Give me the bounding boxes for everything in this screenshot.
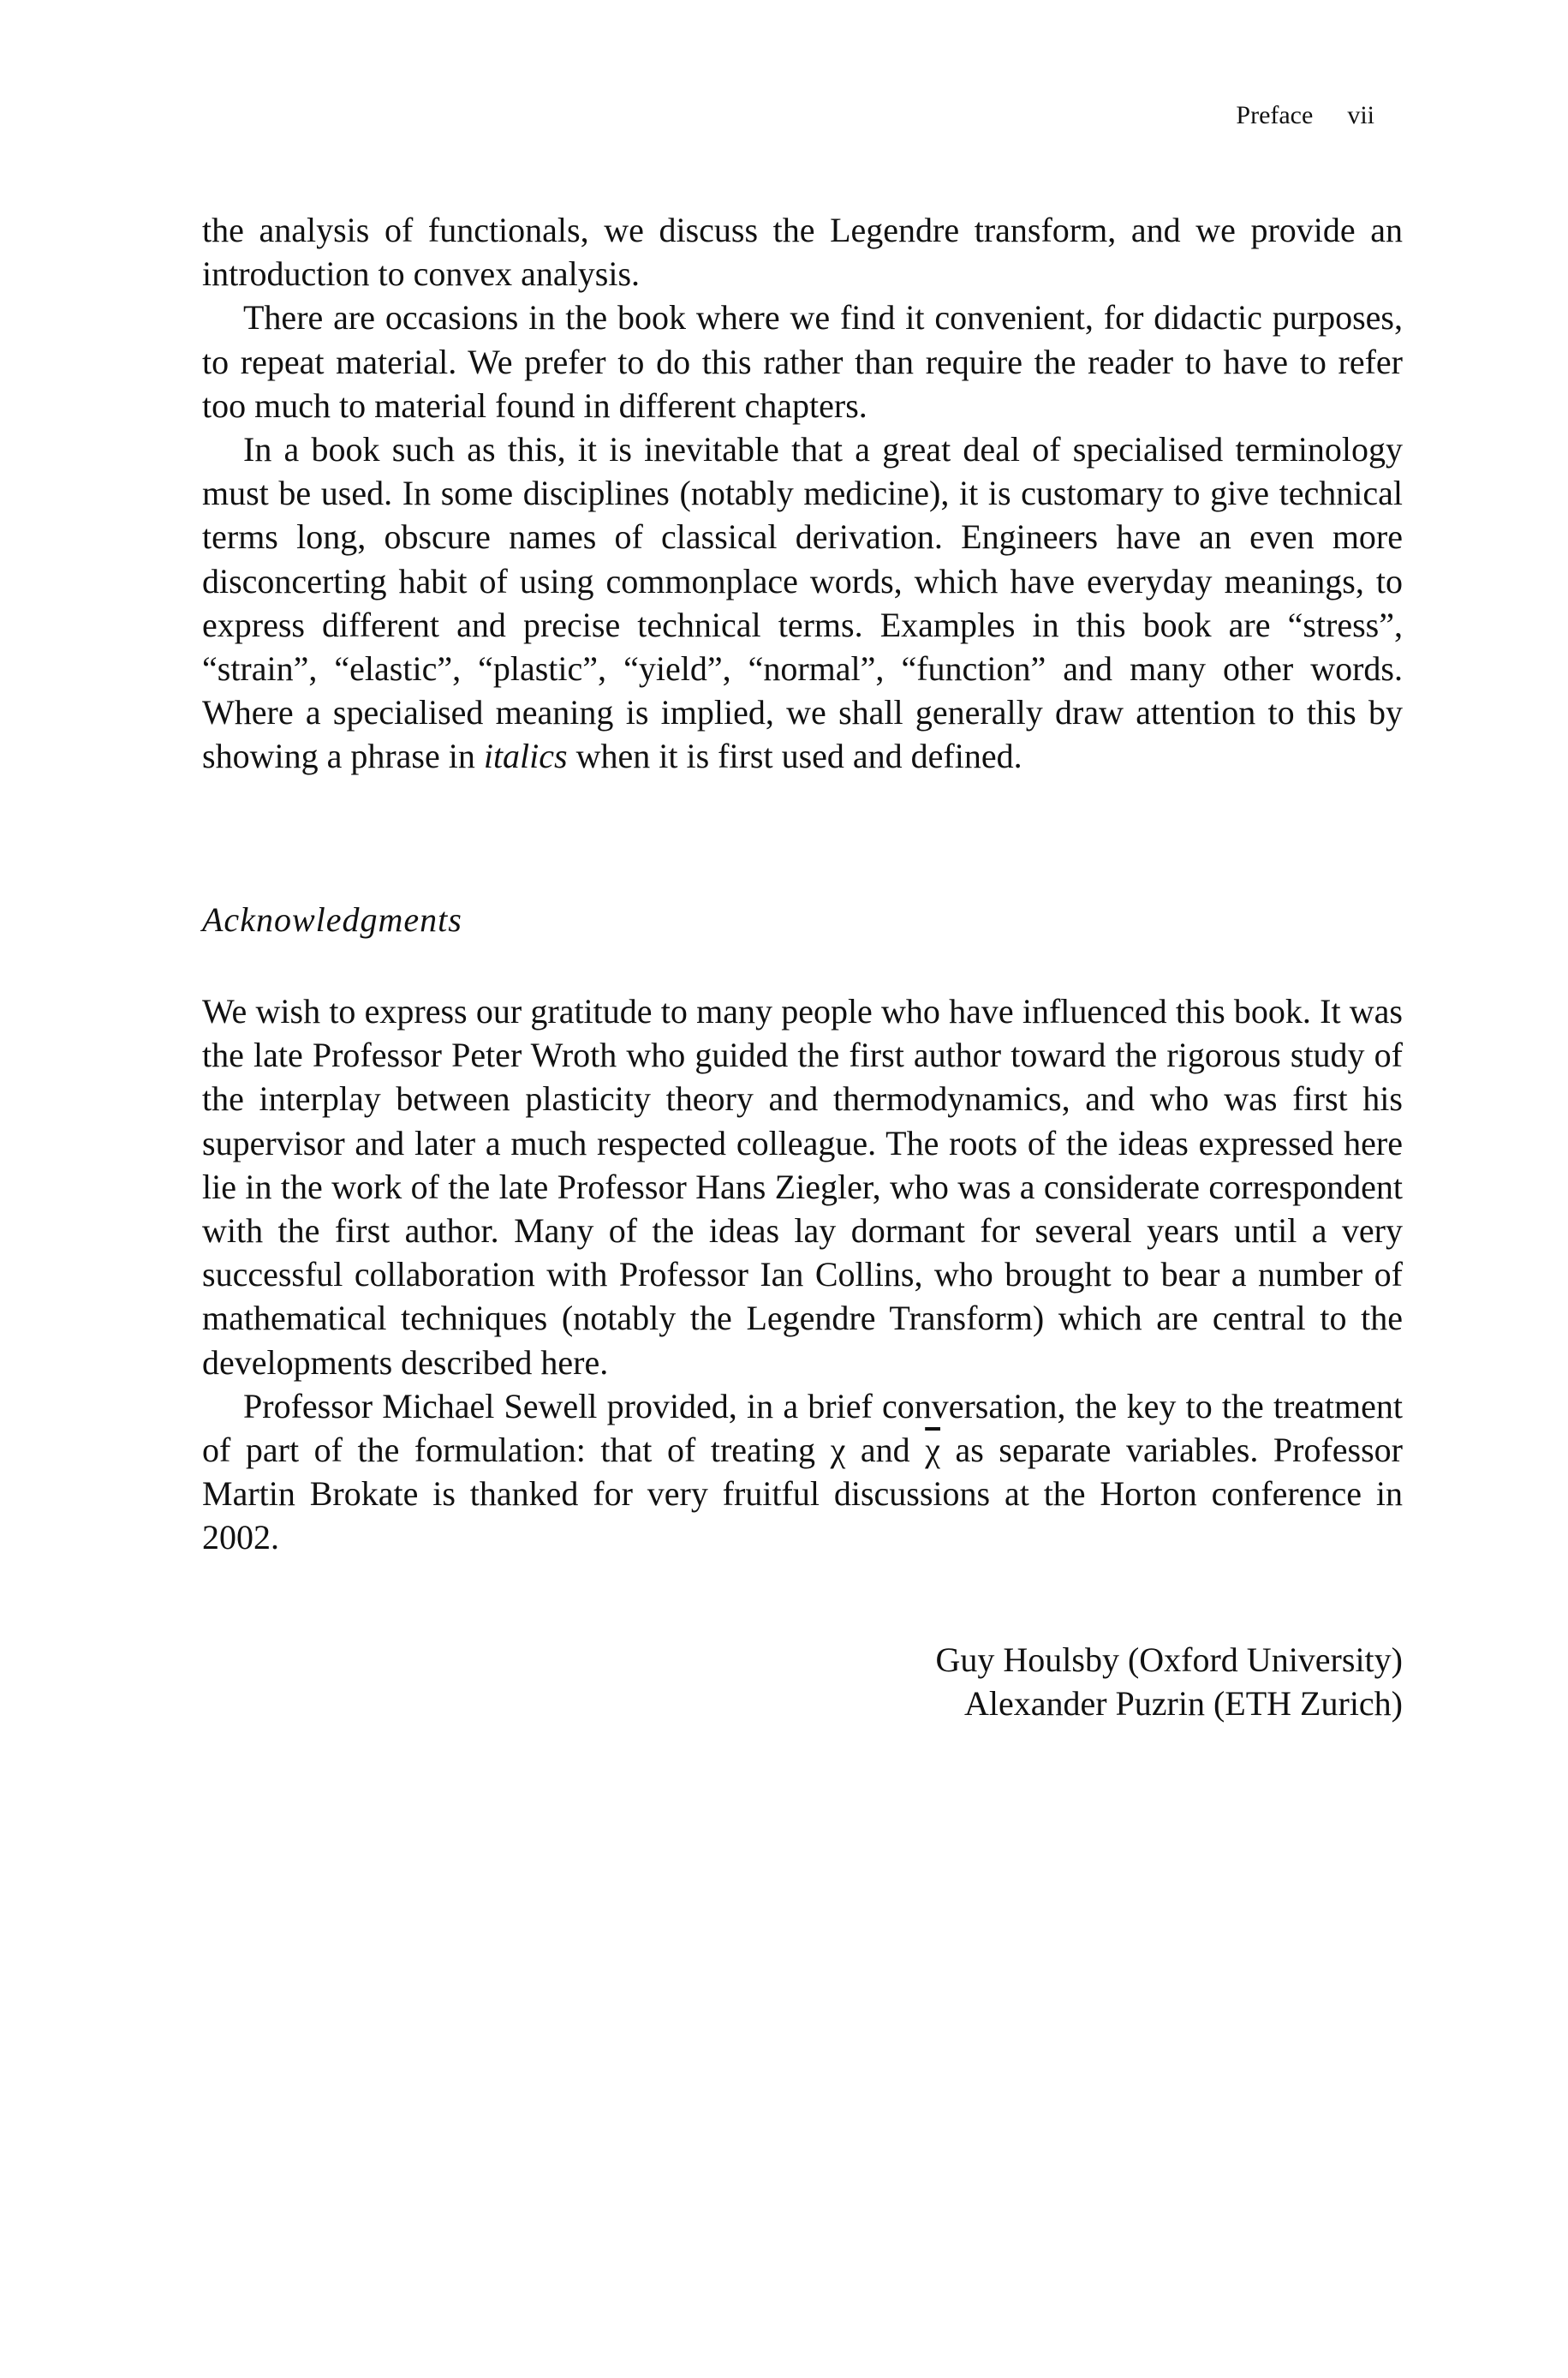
- preface-paragraph-3-text-b: when it is first used and defined.: [567, 737, 1022, 776]
- page-number: vii: [1347, 101, 1374, 129]
- chi-symbol: χ: [830, 1431, 846, 1470]
- running-head-title: Preface: [1236, 101, 1314, 129]
- author-2: Alexander Puzrin (ETH Zurich): [963, 1684, 1403, 1723]
- preface-paragraph-2: There are occasions in the book where we find it convenient, for didactic purposes, to repeat material. We prefer to do this rather than require the reader to have to refer too much to material found in different chapters.: [202, 298, 1403, 425]
- preface-paragraph-1: the analysis of functionals, we discuss the Legendre transform, and we provide an introduction to convex analysis.: [202, 211, 1403, 294]
- acknowledgments-paragraph-2-text-b: and: [845, 1431, 926, 1470]
- acknowledgments-paragraph-2-text-c: as separate variables. Professor Martin Brokate is thanked for very fruitful discussions at the Horton conference in 2002.: [202, 1431, 1403, 1557]
- running-head: [1236, 101, 1374, 130]
- preface-paragraph-3-text-a: In a book such as this, it is inevitable that a great deal of specialised terminology must be used. In some disciplines (notably medicine), it is customary to give technical terms long, obscure names of classical derivation. Engineers have an even more disconcerting habit of using commonplace words, which have everyday meanings, to express different and precise technical terms. Examples in this book are “stress”, “strain”, “elastic”, “plastic”, “yield”, “normal”, “function” and many other words. Where a specialised meaning is implied, we shall generally draw attention to this by showing a phrase in: [202, 430, 1403, 776]
- acknowledgments-heading: Acknowledgments: [202, 900, 462, 939]
- acknowledgments-paragraph-2-text-a: Professor Michael Sewell provided, in a brief conversation, the key to the treatment of part of the formulation: that of treating: [202, 1386, 1403, 1470]
- acknowledgments-paragraph-2: [202, 1384, 1403, 1560]
- acknowledgments-body: [202, 989, 1403, 1560]
- acknowledgments-paragraph-1: We wish to express our gratitude to many people who have influenced this book. It was the late Professor Peter Wroth who guided the first author toward the rigorous study of the interplay between plasticity theory and thermodynamics, and who was first his supervisor and later a much respected colleague. The roots of the ideas expressed here lie in the work of the late Professor Hans Ziegler, who was a considerate correspondent with the first author. Many of the ideas lay dormant for several years until a very successful collaboration with Professor Ian Collins, who brought to bear a number of mathematical techniques (notably the Legendre Transform) which are central to the developments described here.: [202, 992, 1403, 1382]
- author-signature: [936, 1638, 1404, 1725]
- chi-bar-symbol: $\overline{\chi}$: [925, 1431, 940, 1470]
- preface-paragraph-3: [202, 427, 1403, 779]
- italics-example: italics: [483, 737, 568, 776]
- preface-body: [202, 208, 1403, 779]
- author-1: Guy Houlsby (Oxford University): [935, 1640, 1403, 1679]
